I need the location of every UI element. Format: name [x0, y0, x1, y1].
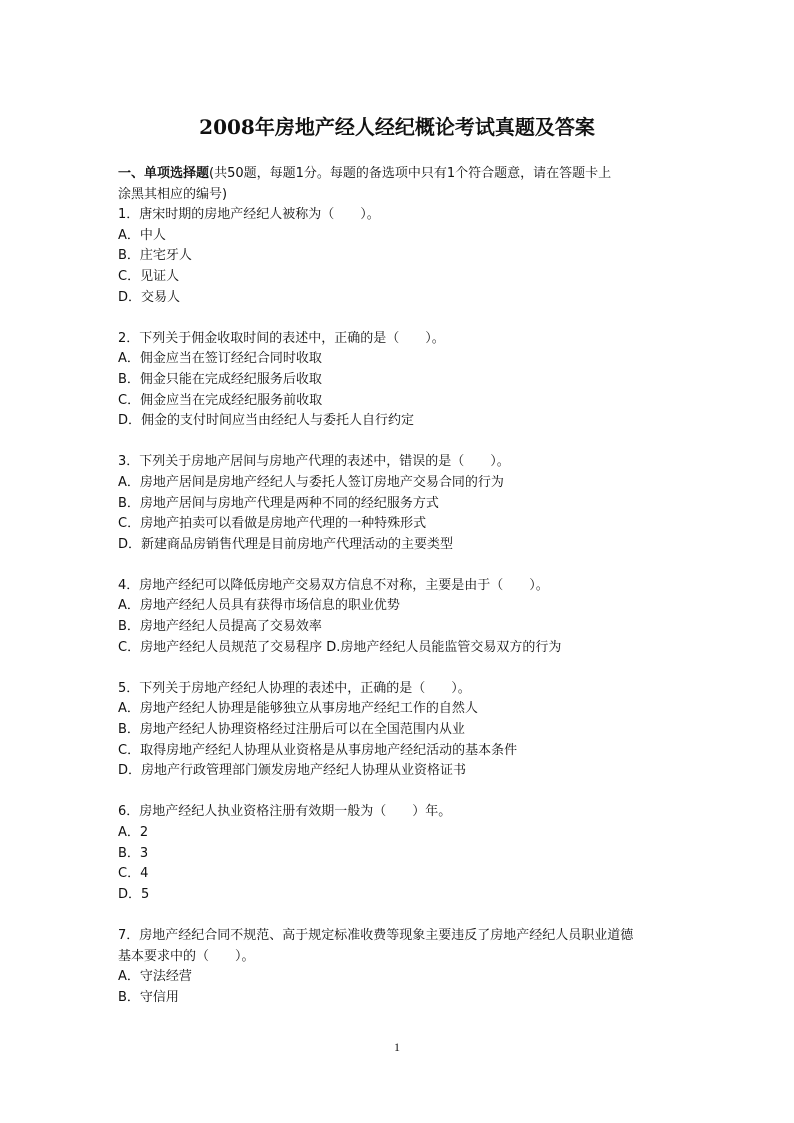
answer-option: A．中人	[118, 227, 166, 243]
document-body	[118, 164, 678, 1008]
answer-option: B．房地产经纪人协理资格经过注册后可以在全国范围内从业	[118, 722, 465, 738]
answer-option: B．3	[118, 845, 149, 861]
answer-option: D．佣金的支付时间应当由经纪人与委托人自行约定	[118, 413, 415, 429]
question-stem: 1．唐宋时期的房地产经纪人被称为（ ）。	[118, 207, 380, 223]
answer-option: A．守法经营	[118, 969, 192, 985]
answer-option: B．房地产经纪人员提高了交易效率	[118, 619, 322, 635]
answer-option: A．房地产经纪人员具有获得市场信息的职业优势	[118, 598, 400, 614]
question-stem: 2．下列关于佣金收取时间的表述中，正确的是（ ）。	[118, 330, 445, 346]
section-note-continued: 涂黑其相应的编号)	[118, 186, 228, 202]
question-stem: 4．房地产经纪可以降低房地产交易双方信息不对称，主要是由于（ ）。	[118, 577, 549, 593]
section-note: (共50题，每题1分。每题的备选项中只有1个符合题意，请在答题卡上	[209, 166, 612, 181]
answer-option: A．房地产经纪人协理是能够独立从事房地产经纪工作的自然人	[118, 701, 478, 717]
question-block	[118, 576, 678, 658]
question-stem: 3．下列关于房地产居间与房地产代理的表述中，错误的是（ ）。	[118, 454, 510, 470]
answer-option: C．取得房地产经纪人协理从业资格是从事房地产经纪活动的基本条件	[118, 742, 518, 758]
answer-option: C．房地产拍卖可以看做是房地产代理的一种特殊形式	[118, 516, 427, 532]
question-stem: 7．房地产经纪合同不规范、高于规定标准收费等现象主要违反了房地产经纪人员职业道德	[118, 927, 634, 943]
question-block	[118, 679, 678, 782]
answer-option: D．新建商品房销售代理是目前房地产代理活动的主要类型	[118, 536, 454, 552]
answer-option: A．佣金应当在签订经纪合同时收取	[118, 351, 322, 367]
answer-option: C．见证人	[118, 268, 180, 284]
question-stem: 6．房地产经纪人执业资格注册有效期一般为（ ）年。	[118, 804, 452, 820]
answer-option: A．房地产居间是房地产经纪人与委托人签订房地产交易合同的行为	[118, 474, 504, 490]
section-header	[118, 164, 678, 205]
answer-option: B．房地产居间与房地产代理是两种不同的经纪服务方式	[118, 495, 439, 511]
question-list	[118, 205, 678, 1008]
question-block	[118, 452, 678, 555]
question-block	[118, 329, 678, 432]
answer-option: B．佣金只能在完成经纪服务后收取	[118, 371, 322, 387]
question-block	[118, 926, 678, 1008]
answer-option: A．2	[118, 825, 149, 840]
answer-option: C．房地产经纪人员规范了交易程序 D.房地产经纪人员能监管交易双方的行为	[118, 639, 562, 655]
question-block	[118, 802, 678, 905]
section-heading: 一、单项选择题	[118, 166, 210, 181]
question-block	[118, 205, 678, 308]
page-number: 1	[394, 1040, 400, 1054]
answer-option: B．庄宅牙人	[118, 248, 192, 264]
question-stem: 5．下列关于房地产经纪人协理的表述中，正确的是（ ）。	[118, 680, 471, 696]
answer-option: C．4	[118, 866, 149, 882]
answer-option: C．佣金应当在完成经纪服务前收取	[118, 392, 323, 408]
answer-option: D．交易人	[118, 289, 181, 305]
question-stem: 基本要求中的（ ）。	[118, 948, 255, 964]
answer-option: B．守信用	[118, 989, 179, 1005]
document-title: 2008年房地产经人经纪概论考试真题及答案	[199, 115, 595, 139]
answer-option: D．5	[118, 886, 150, 902]
answer-option: D．房地产行政管理部门颁发房地产经纪人协理从业资格证书	[118, 763, 467, 779]
